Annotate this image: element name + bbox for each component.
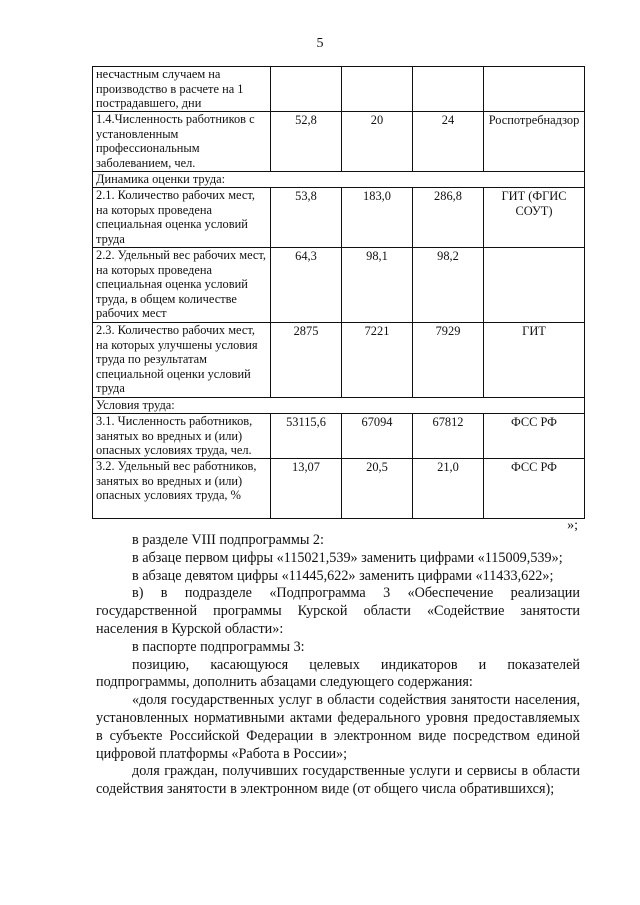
- indicator-label: 3.2. Удельный вес работников, занятых во вредных и (или) опасных условиях труда, %: [93, 459, 271, 519]
- indicator-source: Роспотребнадзор: [484, 112, 585, 172]
- section-row: [93, 172, 585, 188]
- indicator-source: ФСС РФ: [484, 459, 585, 519]
- indicator-label: 3.1. Численность работников, занятых во вредных и (или) опасных условиях труда, чел.: [93, 414, 271, 459]
- table-row: [93, 459, 585, 519]
- indicator-label: 1.4.Численность работников с установленным профессиональным заболеванием, чел.: [93, 112, 271, 172]
- paragraph: в паспорте подпрограммы 3:: [132, 638, 305, 655]
- body-text: [96, 532, 580, 799]
- indicator-source: [484, 248, 585, 323]
- page-number: 5: [316, 36, 324, 51]
- table-row: [93, 414, 585, 459]
- indicator-source: ГИТ: [484, 323, 585, 398]
- section-row: [93, 398, 585, 414]
- indicator-value: 183,0: [342, 188, 413, 248]
- paragraph: в абзаце девятом цифры «11445,622» заменить цифрами «11433,622»;: [132, 567, 554, 584]
- section-heading: Условия труда:: [93, 398, 585, 414]
- paragraph: в абзаце первом цифры «115021,539» заменить цифрами «115009,539»;: [132, 549, 563, 566]
- indicator-value: 7929: [413, 323, 484, 398]
- indicator-source: ГИТ (ФГИС СОУТ): [484, 188, 585, 248]
- indicator-label: 2.3. Количество рабочих мест, на которых улучшены условия труда по результатам специальной оценки условий труда: [93, 323, 271, 398]
- indicator-value: 64,3: [271, 248, 342, 323]
- indicator-value: 53,8: [271, 188, 342, 248]
- indicator-source: [484, 67, 585, 112]
- indicator-value: 67812: [413, 414, 484, 459]
- indicator-value: 13,07: [271, 459, 342, 519]
- indicator-value: 52,8: [271, 112, 342, 172]
- paragraph: в) в подразделе «Подпрограмма 3 «Обеспечение реализации государственной программы Курской области «Содействие занятости населения в Курской области»:: [96, 585, 580, 637]
- indicators-table: [92, 66, 585, 519]
- indicator-value: 98,2: [413, 248, 484, 323]
- indicator-value: 67094: [342, 414, 413, 459]
- indicator-value: 21,0: [413, 459, 484, 519]
- indicator-source: ФСС РФ: [484, 414, 585, 459]
- indicator-value: 286,8: [413, 188, 484, 248]
- indicator-label: несчастным случаем на производство в расчете на 1 пострадавшего, дни: [93, 67, 271, 112]
- indicator-value: 2875: [271, 323, 342, 398]
- table-row: [93, 323, 585, 398]
- table-row: [93, 67, 585, 112]
- table-row: [93, 112, 585, 172]
- paragraph: «доля государственных услуг в области содействия занятости населения, установленных нормативными актами федерального уровня предоставляемых в субъекте Российской Федерации в электронном виде посредством единой цифровой платформы «Работа в России»;: [96, 692, 580, 762]
- indicator-value: 20: [342, 112, 413, 172]
- indicator-value: 24: [413, 112, 484, 172]
- indicator-value: [342, 67, 413, 112]
- indicator-value: 7221: [342, 323, 413, 398]
- indicator-value: 98,1: [342, 248, 413, 323]
- table-row: [93, 248, 585, 323]
- indicator-value: 20,5: [342, 459, 413, 519]
- table-row: [93, 188, 585, 248]
- indicator-value: [413, 67, 484, 112]
- paragraph: доля граждан, получивших государственные услуги и сервисы в области содействия занятости в электронном виде (от общего числа обратившихся);: [96, 763, 580, 798]
- indicator-label: 2.1. Количество рабочих мест, на которых проведена специальная оценка условий труда: [93, 188, 271, 248]
- indicator-value: 53115,6: [271, 414, 342, 459]
- indicator-label: 2.2. Удельный вес рабочих мест, на которых проведена специальная оценка условий труда, в общем количестве рабочих мест: [93, 248, 271, 323]
- section-heading: Динамика оценки труда:: [93, 172, 585, 188]
- paragraph: позицию, касающуюся целевых индикаторов и показателей подпрограммы, дополнить абзацами следующего содержания:: [96, 656, 580, 691]
- closing-quote-mark: »;: [567, 518, 578, 533]
- paragraph: в разделе VIII подпрограммы 2:: [132, 532, 324, 548]
- indicator-value: [271, 67, 342, 112]
